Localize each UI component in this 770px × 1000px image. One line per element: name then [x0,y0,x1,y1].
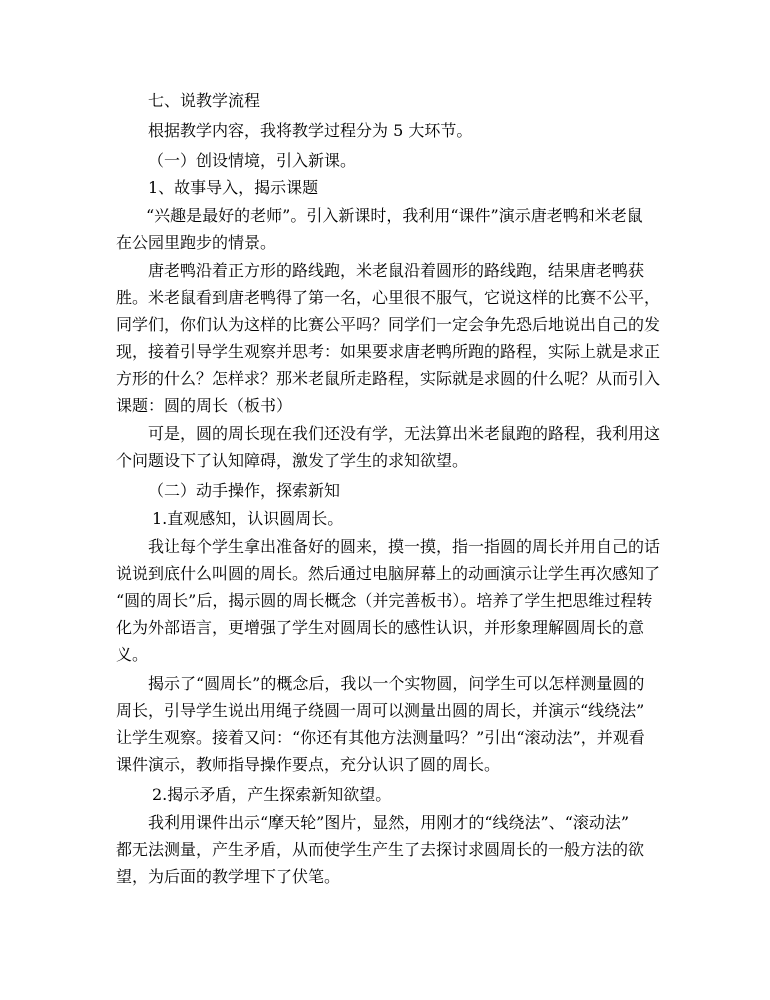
paragraph-line: “兴趣是最好的老师”。引入新课时，我利用“课件”演示唐老鸭和米老鼠 [146,206,643,225]
paragraph-line: 义。 [116,645,149,664]
paragraph-line: 化为外部语言，更增强了学生对圆周长的感性认识，并形象理解圆周长的意 [116,618,645,637]
paragraph-line: 同学们，你们认为这样的比赛公平吗？同学们一定会争先恐后地说出自己的发 [116,315,661,334]
step-heading-2-1: 1.直观感知，认识圆周长。 [152,509,344,528]
paragraph-line: 都无法测量，产生矛盾，从而使学生产生了去探讨求圆周长的一般方法的欲 [116,840,645,859]
part-heading-1: （一）创设情境，引入新课。 [148,151,357,170]
paragraph-line: 让学生观察。接着又问：“你还有其他方法测量吗？”引出“滚动法”，并观看 [116,728,645,747]
step-heading-2-2: 2.揭示矛盾，产生探索新知欲望。 [152,785,392,804]
paragraph-line: 现，接着引导学生观察并思考：如果要求唐老鸭所跑的路程，实际上就是求正 [116,342,661,361]
paragraph-line: 揭示了“圆周长”的概念后，我以一个实物圆，问学生可以怎样测量圆的 [148,674,645,693]
paragraph-line: 说说到底什么叫圆的周长。然后通过电脑屏幕上的动画演示让学生再次感知了 [116,564,661,583]
paragraph-line: 可是，圆的周长现在我们还没有学，无法算出米老鼠跑的路程，我利用这 [148,424,661,443]
paragraph-line: 课件演示，教师指导操作要点，充分认识了圆的周长。 [116,755,501,774]
paragraph-line: 望，为后面的教学埋下了伏笔。 [116,867,341,886]
paragraph-line: 方形的什么？怎样求？那米老鼠所走路程，实际就是求圆的什么呢？从而引入 [116,369,661,388]
paragraph-line: 个问题设下了认知障碍，激发了学生的求知欲望。 [116,451,469,470]
intro-paragraph: 根据教学内容，我将教学过程分为 5 大环节。 [148,121,473,140]
paragraph-line: 胜。米老鼠看到唐老鸭得了第一名，心里很不服气，它说这样的比赛不公平， [116,288,661,307]
paragraph-line: 我让每个学生拿出准备好的圆来，摸一摸，指一指圆的周长并用自己的话 [148,537,661,556]
paragraph-line: 课题：圆的周长（板书） [116,396,293,415]
paragraph-line: 我利用课件出示“摩天轮”图片，显然，用刚才的“线绕法”、“滚动法” [148,813,630,832]
paragraph-line: “圆的周长”后，揭示圆的周长概念（并完善板书）。培养了学生把思维过程转 [116,591,653,610]
paragraph-line: 周长，引导学生说出用绳子绕圆一周可以测量出圆的周长，并演示“线绕法” [116,701,645,720]
part-heading-2: （二）动手操作，探索新知 [148,481,341,500]
section-title: 七、说教学流程 [148,91,261,110]
paragraph-line: 在公园里跑步的情景。 [116,233,277,252]
paragraph-line: 唐老鸭沿着正方形的路线跑，米老鼠沿着圆形的路线跑，结果唐老鸭获 [148,261,645,280]
step-heading-1-1: 1、故事导入，揭示课题 [148,178,319,197]
